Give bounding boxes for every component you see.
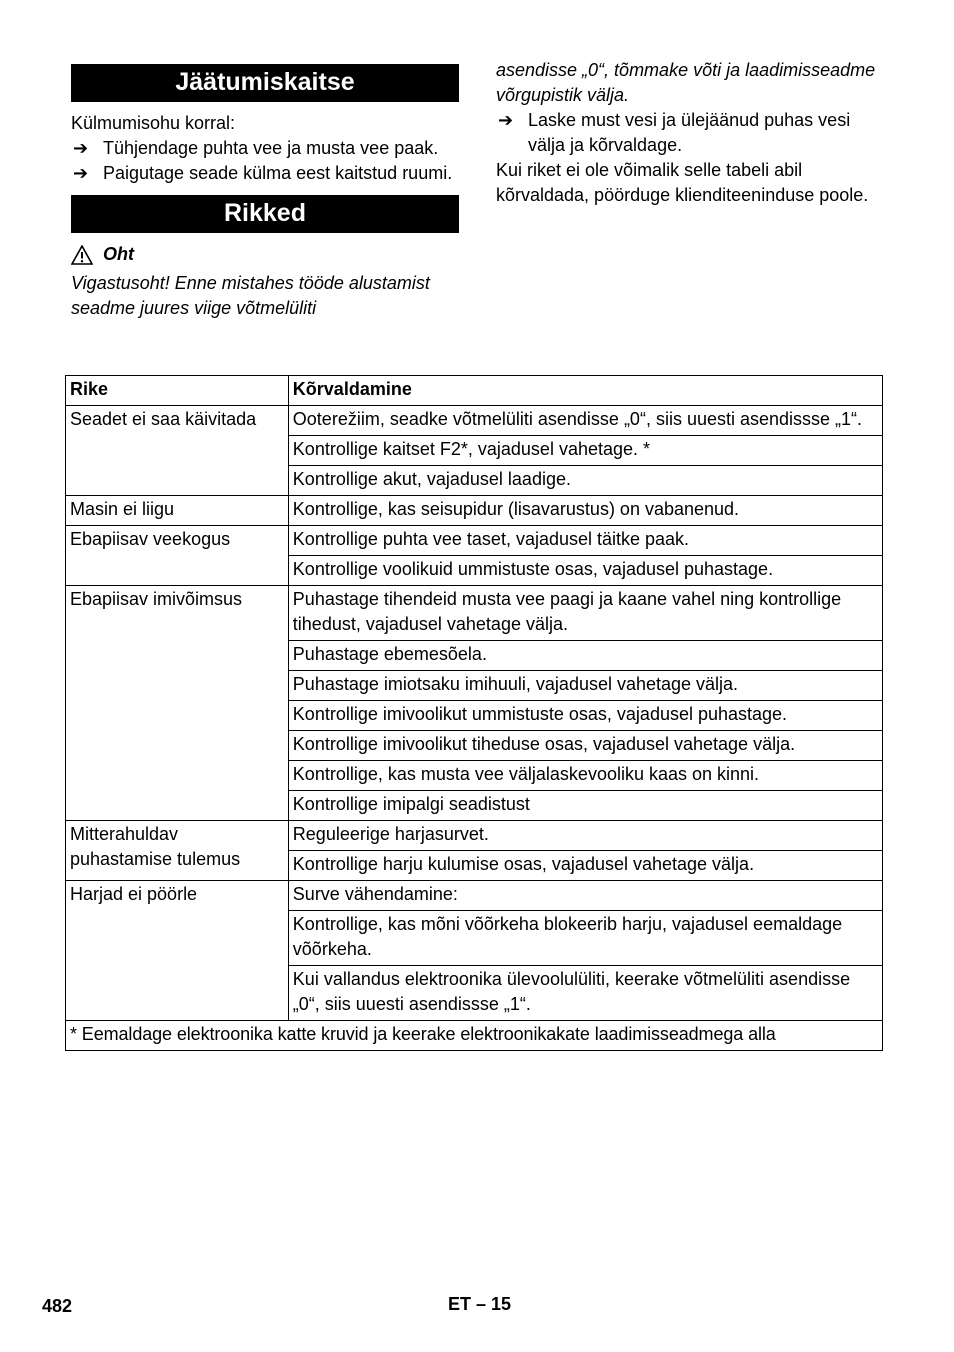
fault-cell: Ebapiisav imivõimsus — [66, 586, 289, 821]
remedy-cell: Kontrollige imivoolikut tiheduse osas, vajadusel vahetage välja. — [288, 731, 882, 761]
warning-heading — [71, 242, 459, 267]
remedy-cell: Kontrollige, kas seisupidur (lisavarustus) on vabanenud. — [288, 496, 882, 526]
remedy-cell: Kontrollige imipalgi seadistust — [288, 791, 882, 821]
section-title-frost: Jäätumiskaitse — [71, 64, 459, 102]
header-remedy: Kõrvaldamine — [288, 376, 882, 406]
fault-cell: Harjad ei pöörle — [66, 881, 289, 1021]
arrow-right-icon: ➔ — [73, 163, 89, 183]
arrow-right-icon: ➔ — [498, 110, 514, 130]
page-number: 482 — [42, 1296, 73, 1316]
fault-cell: Ebapiisav veekogus — [66, 526, 289, 586]
warning-continuation: asendisse „0“, tõmmake võti ja laadimisseadme võrgupistik välja. — [496, 60, 876, 105]
table-footnote-row — [66, 1021, 883, 1051]
frost-intro: Külmumisohu korral: — [71, 113, 236, 133]
left-column — [71, 64, 459, 321]
remedy-cell: Kontrollige akut, vajadusel laadige. — [288, 466, 882, 496]
remedy-cell: Puhastage imiotsaku imihuuli, vajadusel vahetage välja. — [288, 671, 882, 701]
section-title-faults: Rikked — [71, 195, 459, 233]
frost-bullet-1: ➔ Tühjendage puhta vee ja musta vee paak. — [71, 136, 459, 161]
fault-cell: Mitterahuldav puhastamise tulemus — [66, 821, 289, 881]
fault-cell: Seadet ei saa käivitada — [66, 406, 289, 496]
language-page-label: ET – 15 — [448, 1294, 512, 1314]
fault-table — [65, 375, 883, 1051]
fault-cell: Masin ei liigu — [66, 496, 289, 526]
table-row — [66, 526, 883, 556]
table-row — [66, 586, 883, 641]
remedy-cell: Kontrollige, kas musta vee väljalaskevooliku kaas on kinni. — [288, 761, 882, 791]
remedy-cell: Ooterežiim, seadke võtmelüliti asendisse „0“, siis uuesti asendissse „1“. — [288, 406, 882, 436]
remedy-cell: Reguleerige harjasurvet. — [288, 821, 882, 851]
remedy-cell: Kontrollige puhta vee taset, vajadusel täitke paak. — [288, 526, 882, 556]
table-row — [66, 496, 883, 526]
right-column — [496, 58, 884, 208]
remedy-cell: Surve vähendamine: — [288, 881, 882, 911]
frost-bullet-2: ➔ Paigutage seade külma eest kaitstud ruumi. — [71, 161, 459, 186]
drain-bullet: ➔ Laske must vesi ja ülejäänud puhas vesi välja ja kõrvaldage. — [498, 110, 851, 155]
warning-label: Oht — [103, 244, 134, 264]
remedy-cell: Kontrollige imivoolikut ummistuste osas, vajadusel puhastage. — [288, 701, 882, 731]
table-footnote: * Eemaldage elektroonika katte kruvid ja keerake elektroonikakate laadimisseadmega alla — [66, 1021, 883, 1051]
table-header-row — [66, 376, 883, 406]
header-fault: Rike — [66, 376, 289, 406]
arrow-right-icon: ➔ — [73, 138, 89, 158]
remedy-cell: Kontrollige kaitset F2*, vajadusel vahetage. * — [288, 436, 882, 466]
table-row — [66, 406, 883, 436]
table-row — [66, 881, 883, 911]
warning-text: Vigastusoht! Enne mistahes tööde alustamist seadme juures viige võtmelüliti — [71, 273, 430, 318]
remedy-cell: Kontrollige voolikuid ummistuste osas, vajadusel puhastage. — [288, 556, 882, 586]
remedy-cell: Kontrollige, kas mõni võõrkeha blokeerib harju, vajadusel eemaldage võõrkeha. — [288, 911, 882, 966]
table-row — [66, 821, 883, 851]
remedy-cell: Puhastage tihendeid musta vee paagi ja kaane vahel ning kontrollige tihedust, vajadusel vahetage välja. — [288, 586, 882, 641]
warning-triangle-icon — [71, 245, 93, 265]
remedy-cell: Kontrollige harju kulumise osas, vajadusel vahetage välja. — [288, 851, 882, 881]
remedy-cell: Kui vallandus elektroonika ülevoolulüliti, keerake võtmelüliti asendisse „0“, siis uuesti asendissse „1“. — [288, 966, 882, 1021]
service-note: Kui riket ei ole võimalik selle tabeli abil kõrvaldada, pöörduge klienditeeninduse poole. — [496, 160, 869, 205]
remedy-cell: Puhastage ebemesõela. — [288, 641, 882, 671]
